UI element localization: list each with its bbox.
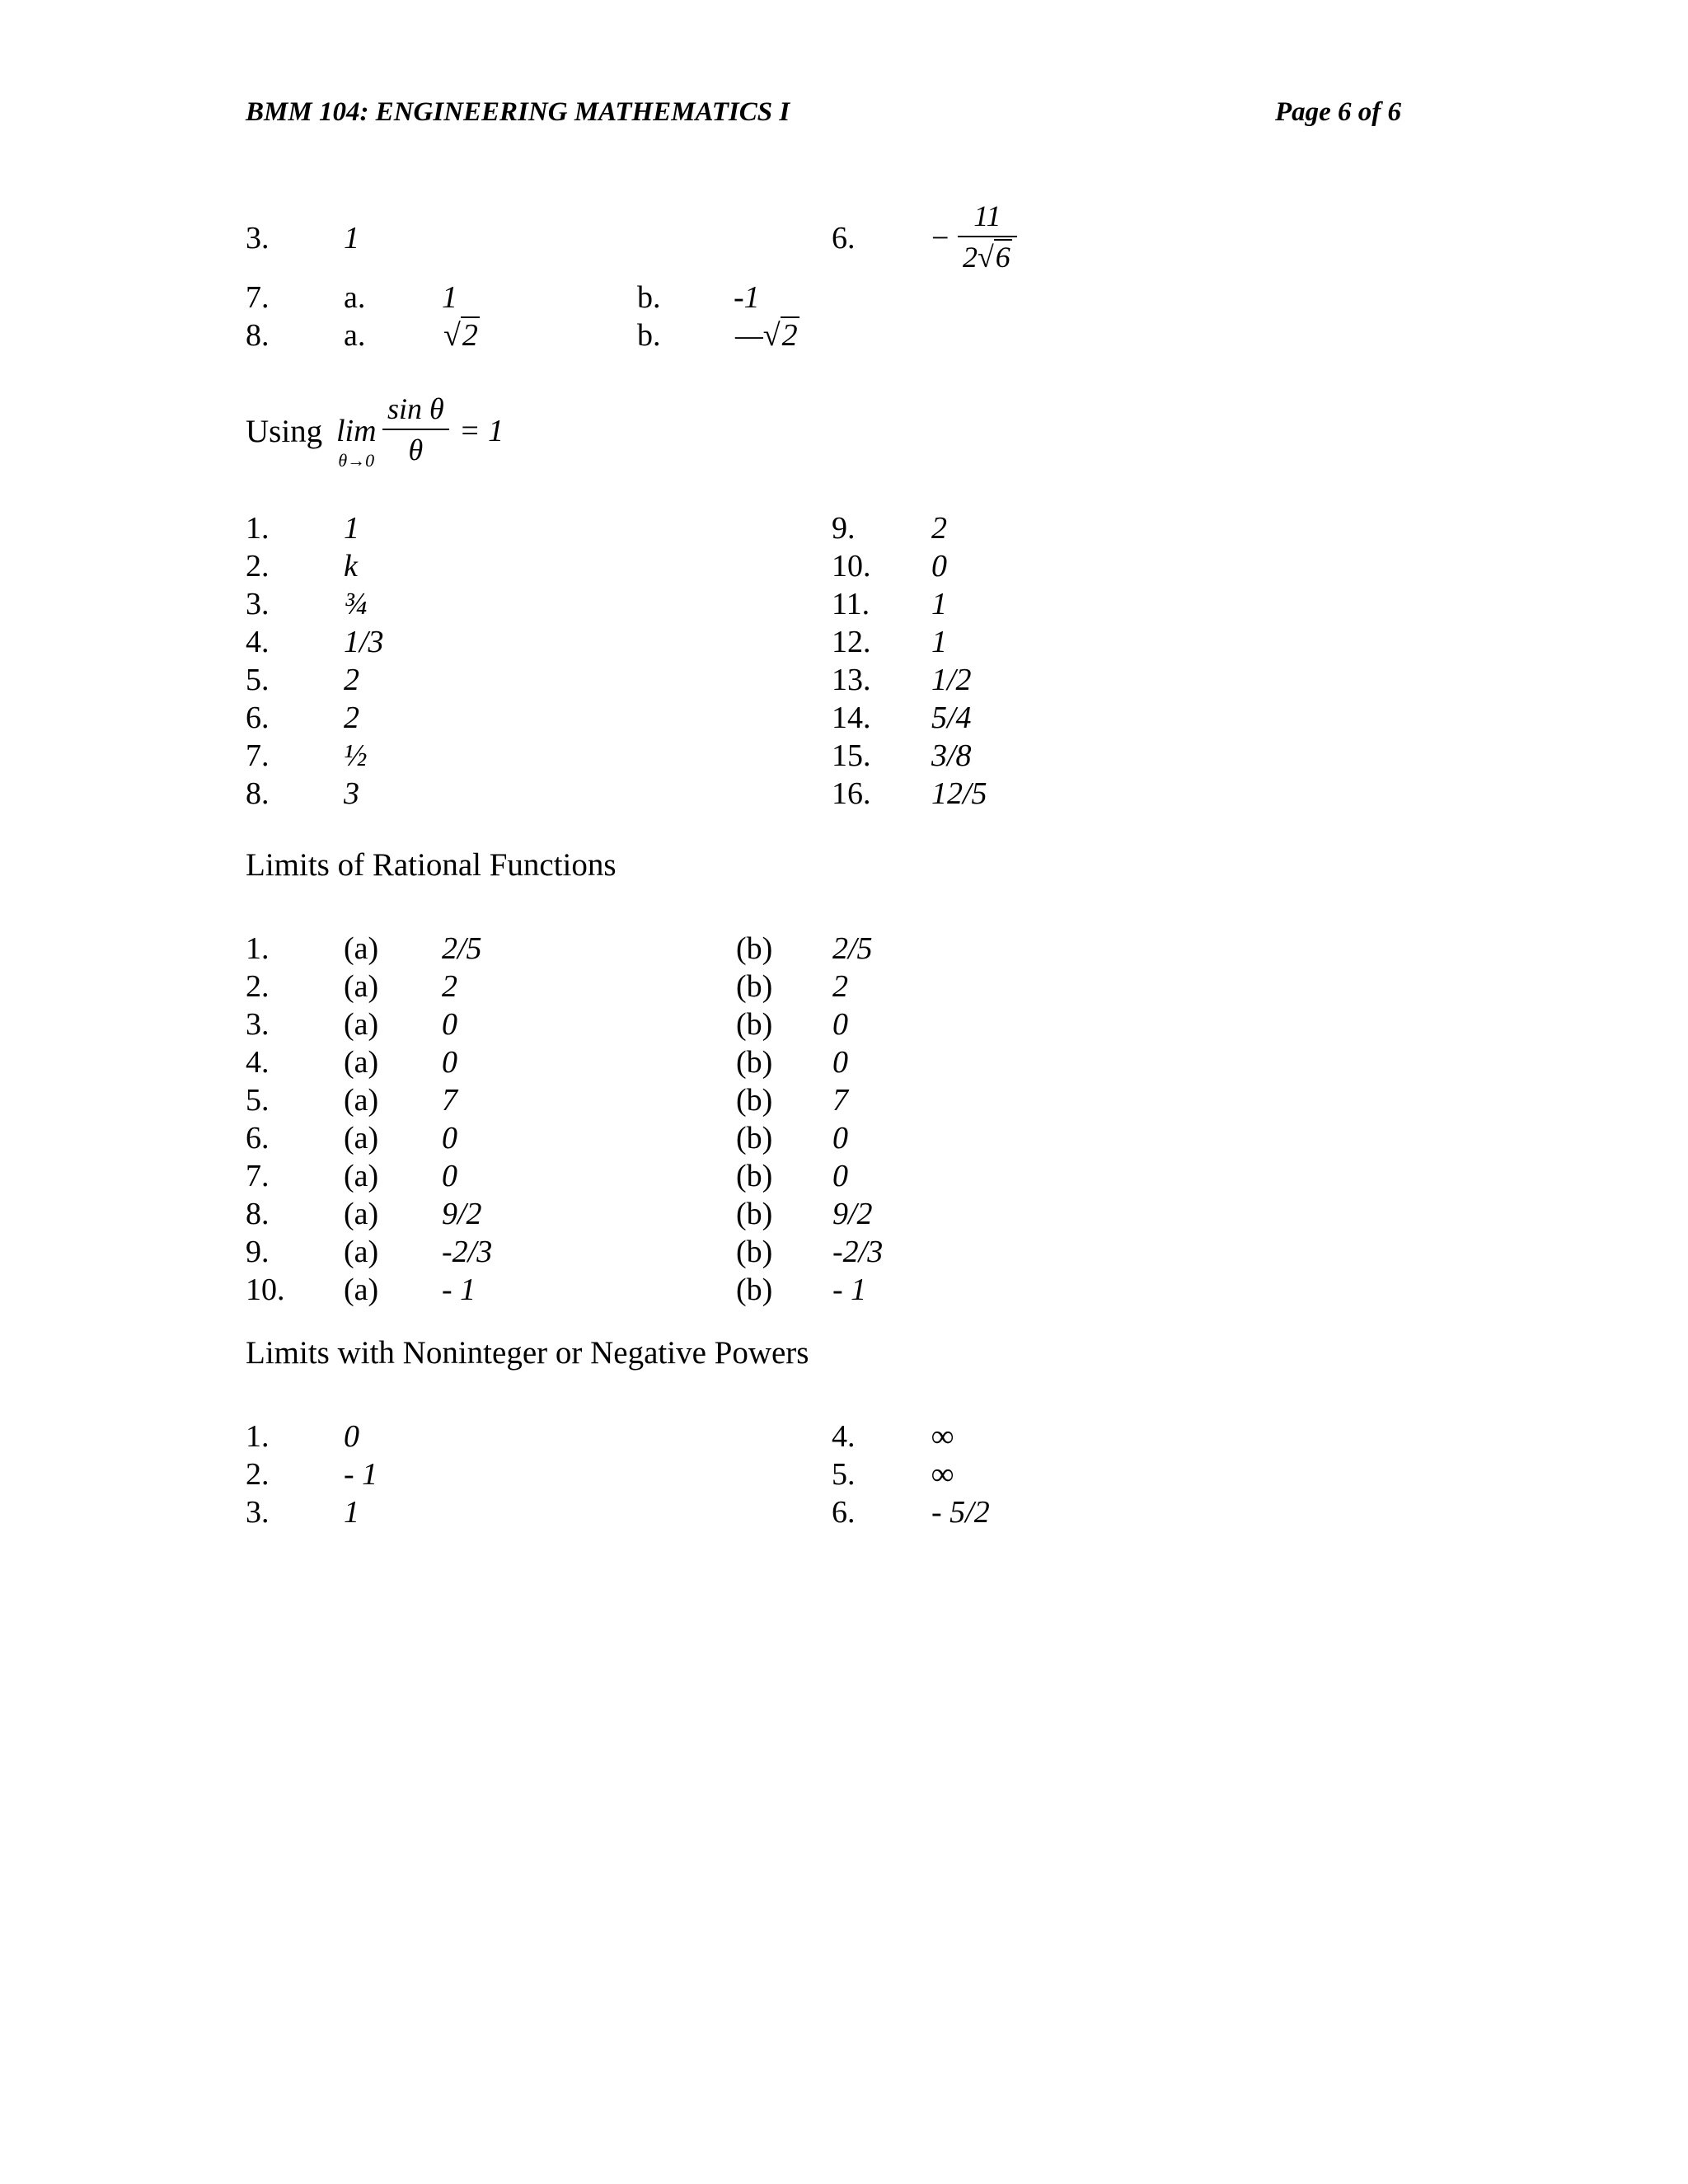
answer: 1 <box>442 280 457 315</box>
part-label: (a) <box>344 1007 379 1042</box>
item-number: 3. <box>246 1495 270 1530</box>
part-label: b. <box>637 318 661 353</box>
fraction-numerator: 11 <box>973 199 1001 232</box>
course-title: BMM 104: ENGINEERING MATHEMATICS I <box>246 97 790 127</box>
answer: 0 <box>832 1007 848 1042</box>
fraction-answer <box>958 201 1017 272</box>
answer: 9/2 <box>832 1197 873 1231</box>
item-number: 3. <box>246 221 270 255</box>
answer: 0 <box>442 1045 457 1080</box>
fraction-denominator: θ <box>408 434 424 466</box>
answer: 0 <box>931 549 947 583</box>
sqrt-icon: √ <box>978 241 994 274</box>
answer: - 1 <box>832 1272 867 1307</box>
item-number: 2. <box>246 969 270 1004</box>
item-number: 9. <box>246 1235 270 1269</box>
item-number: 6. <box>246 701 270 735</box>
part-label: (a) <box>344 1197 379 1231</box>
part-label: (b) <box>736 1197 773 1231</box>
answer: -1 <box>734 280 760 315</box>
answer: - 1 <box>344 1457 378 1492</box>
item-number: 2. <box>246 1457 270 1492</box>
answer: 2 <box>442 969 457 1004</box>
part-label: (b) <box>736 1235 773 1269</box>
answer: 5/4 <box>931 701 972 735</box>
item-number: 2. <box>246 549 270 583</box>
part-label: (b) <box>736 1159 773 1193</box>
part-label: (b) <box>736 969 773 1004</box>
radicand: 2 <box>781 318 798 353</box>
item-number: 13. <box>832 663 871 697</box>
item-number: 8. <box>246 318 270 353</box>
sqrt-icon: √ <box>762 318 781 353</box>
lim-subscript: θ→0 <box>338 450 375 471</box>
item-number: 10. <box>832 549 871 583</box>
answer: 0 <box>832 1045 848 1080</box>
answer: 0 <box>442 1159 457 1193</box>
answer: 2 <box>931 511 947 546</box>
answer: 1/3 <box>344 625 384 659</box>
answer: 1 <box>344 511 359 546</box>
answer: 1 <box>931 625 947 659</box>
item-number: 3. <box>246 1007 270 1042</box>
answer: - 1 <box>442 1272 476 1307</box>
answer: 1 <box>344 1495 359 1530</box>
answer: 0 <box>442 1007 457 1042</box>
answer: 0 <box>344 1419 359 1454</box>
answer: 0 <box>442 1121 457 1155</box>
limit-operator <box>336 415 377 470</box>
item-number: 6. <box>832 221 856 255</box>
answer: 9/2 <box>442 1197 482 1231</box>
fraction-numerator: sin θ <box>387 392 444 425</box>
section-heading-rational: Limits of Rational Functions <box>246 847 617 883</box>
answer <box>443 320 480 351</box>
part-label: b. <box>637 280 661 315</box>
item-number: 9. <box>832 511 856 546</box>
answer: 3/8 <box>931 738 972 773</box>
item-number: 5. <box>832 1457 856 1492</box>
answer: 7 <box>442 1083 457 1118</box>
part-label: (b) <box>736 1083 773 1118</box>
minus-sign: — <box>735 318 763 353</box>
item-number: 16. <box>832 776 871 811</box>
answer <box>735 320 799 351</box>
fraction-denominator <box>958 237 1017 272</box>
item-number: 4. <box>246 1045 270 1080</box>
item-number: 5. <box>246 1083 270 1118</box>
sqrt-icon: √ <box>443 318 461 353</box>
item-number: 8. <box>246 776 270 811</box>
answer: 3 <box>344 776 359 811</box>
radicand: 6 <box>995 241 1010 274</box>
item-number: 5. <box>246 663 270 697</box>
section-heading-noninteger: Limits with Noninteger or Negative Powers <box>246 1335 809 1371</box>
answer: 2 <box>832 969 848 1004</box>
answer: 2 <box>344 701 359 735</box>
answer: -2/3 <box>442 1235 493 1269</box>
part-label: (b) <box>736 931 773 966</box>
limit-fraction <box>382 394 449 465</box>
answer: 0 <box>832 1121 848 1155</box>
item-number: 8. <box>246 1197 270 1231</box>
answer: 2/5 <box>442 931 482 966</box>
answer: ∞ <box>931 1419 954 1454</box>
item-number: 15. <box>832 738 871 773</box>
answer: 2 <box>344 663 359 697</box>
item-number: 4. <box>832 1419 856 1454</box>
equals-one: = 1 <box>459 414 504 448</box>
part-label: a. <box>344 280 366 315</box>
item-number: 7. <box>246 738 270 773</box>
answer: 1 <box>344 221 359 255</box>
part-label: (a) <box>344 1045 379 1080</box>
answer: 7 <box>832 1083 848 1118</box>
minus-sign: − <box>931 221 950 255</box>
part-label: (b) <box>736 1007 773 1042</box>
item-number: 11. <box>832 587 870 621</box>
answer: -2/3 <box>832 1235 884 1269</box>
part-label: a. <box>344 318 366 353</box>
item-number: 6. <box>246 1121 270 1155</box>
item-number: 12. <box>832 625 871 659</box>
using-label: Using <box>246 414 323 449</box>
part-label: (b) <box>736 1272 773 1307</box>
part-label: (a) <box>344 1159 379 1193</box>
part-label: (a) <box>344 1083 379 1118</box>
part-label: (a) <box>344 1235 379 1269</box>
item-number: 6. <box>832 1495 856 1530</box>
answer: ∞ <box>931 1457 954 1492</box>
item-number: 1. <box>246 1419 270 1454</box>
answer: 1/2 <box>931 663 972 697</box>
answer: k <box>344 549 358 583</box>
part-label: (b) <box>736 1045 773 1080</box>
part-label: (a) <box>344 931 379 966</box>
radicand: 2 <box>462 318 478 353</box>
part-label: (a) <box>344 969 379 1004</box>
page-number: Page 6 of 6 <box>1274 97 1401 127</box>
item-number: 7. <box>246 280 270 315</box>
item-number: 14. <box>832 701 871 735</box>
item-number: 1. <box>246 931 270 966</box>
answer: ¾ <box>344 587 368 621</box>
answer: 12/5 <box>931 776 987 811</box>
part-label: (a) <box>344 1121 379 1155</box>
part-label: (a) <box>344 1272 379 1307</box>
item-number: 10. <box>246 1272 285 1307</box>
item-number: 4. <box>246 625 270 659</box>
denominator-coefficient: 2 <box>963 241 978 274</box>
item-number: 3. <box>246 587 270 621</box>
answer: 2/5 <box>832 931 873 966</box>
answer: 1 <box>931 587 947 621</box>
lim-word: lim <box>336 414 377 448</box>
item-number: 1. <box>246 511 270 546</box>
answer: - 5/2 <box>931 1495 990 1530</box>
part-label: (b) <box>736 1121 773 1155</box>
item-number: 7. <box>246 1159 270 1193</box>
answer: ½ <box>344 738 368 773</box>
answer: 0 <box>832 1159 848 1193</box>
